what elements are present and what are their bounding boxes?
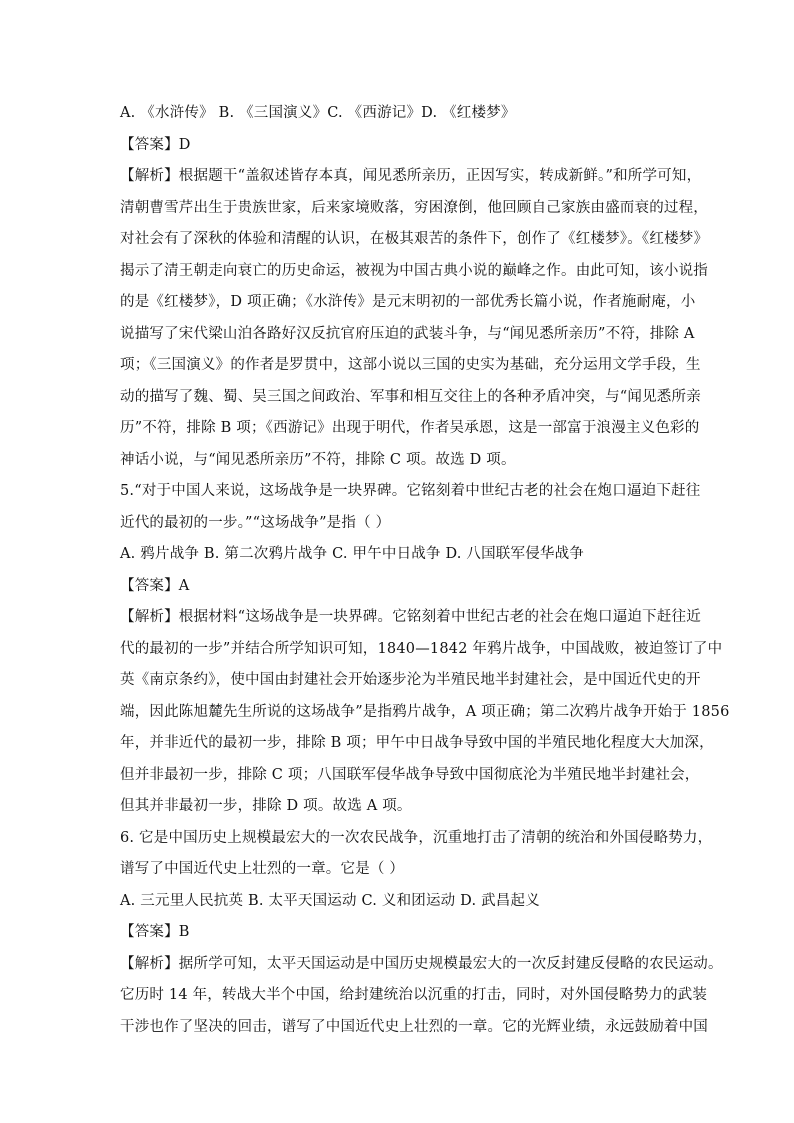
q4-analysis-line-10: 神话小说，与“闻见悉所亲历”不符，排除 C 项。故选 D 项。: [120, 451, 516, 468]
q6-options: A. 三元里人民抗英 B. 太平天国运动 C. 义和团运动 D. 武昌起义: [120, 892, 540, 909]
q6-analysis-line-1: 【解析】据所学可知，太平天国运动是中国历史规模最宏大的一次反封建反侵略的农民运动。: [120, 955, 723, 972]
q5-analysis-line-7: 但其并非最初一步，排除 D 项。故选 A 项。: [120, 798, 412, 814]
q5-options: A. 鸦片战争 B. 第二次鸦片战争 C. 甲午中日战争 D. 八国联军侵华战争: [120, 546, 585, 562]
q4-analysis-line-2: 清朝曹雪芹出生于贵族世家，后来家境败落，穷困潦倒，他回顾自己家族由盛而衰的过程，: [120, 199, 708, 216]
q5-analysis-line-2: 代的最初的一步”并结合所学知识可知，1840—1842 年鸦片战争，中国战败，被迫签订了中: [120, 640, 723, 657]
q5-answer: 【答案】A: [120, 577, 190, 594]
q5-analysis-line-1: 【解析】根据材料“这场战争是一块界碑。它铭刻着中世纪古老的社会在炮口逼迫下赶往近: [120, 609, 701, 625]
q6-analysis-line-3: 干涉也作了坚决的回击，谱写了中国近代史上壮烈的一章。它的光辉业绩，永远鼓励着中国: [120, 1018, 708, 1035]
q6-answer: 【答案】B: [120, 924, 190, 940]
q5-analysis-line-6: 但并非最初一步，排除 C 项；八国联军侵华战争导致中国彻底沦为半殖民地半封建社会，: [120, 766, 700, 783]
q4-answer: 【答案】D: [120, 136, 191, 153]
q5-analysis-line-3: 英《南京条约》，使中国由封建社会开始逐步沦为半殖民地半封建社会，是中国近代史的开: [120, 672, 701, 688]
q4-analysis-line-8: 动的描写了魏、蜀、吴三国之间政治、军事和相互交往上的各种矛盾冲突，与“闻见悉所亲: [120, 388, 701, 405]
q4-analysis-line-6: 说描写了宋代梁山泊各路好汉反抗官府压迫的武装斗争，与“闻见悉所亲历”不符，排除 A: [120, 325, 695, 342]
q4-options: A. 《水浒传》 B. 《三国演义》C. 《西游记》D. 《红楼梦》: [120, 105, 516, 121]
q4-analysis-line-4: 揭示了清王朝走向衰亡的历史命运，被视为中国古典小说的巅峰之作。由此可知，该小说指: [120, 262, 708, 279]
q6-question-line-1: 6. 它是中国历史上规模最宏大的一次农民战争，沉重地打击了清朝的统治和外国侵略势力，: [120, 829, 713, 846]
q5-question-line-2: 近代的最初的一步。”“这场战争”是指（ ）: [120, 514, 391, 531]
q4-analysis-line-5: 的是《红楼梦》，D 项正确；《水浒传》是元末明初的一部优秀长篇小说，作者施耐庵，小: [120, 294, 696, 310]
q6-analysis-line-2: 它历时 14 年，转战大半个中国，给封建统治以沉重的打击，同时，对外国侵略势力的武装: [120, 987, 708, 1003]
q5-analysis-line-4: 端，因此陈旭麓先生所说的这场战争”是指鸦片战争，A 项正确；第二次鸦片战争开始于 1856: [120, 703, 730, 720]
q4-analysis-line-7: 项；《三国演义》的作者是罗贯中，这部小说以三国的史实为基础，充分运用文学手段，生: [120, 357, 701, 373]
q5-analysis-line-5: 年，并非近代的最初一步，排除 B 项；甲午中日战争导致中国的半殖民地化程度大大加深，: [120, 735, 714, 751]
q4-analysis-line-9: 历”不符，排除 B 项；《西游记》出现于明代，作者吴承恩，这是一部富于浪漫主义色彩的: [120, 420, 700, 436]
q4-analysis-line-3: 对社会有了深秋的体验和清醒的认识，在极其艰苦的条件下，创作了《红楼梦》。《红楼梦》: [120, 231, 709, 247]
q6-question-line-2: 谱写了中国近代史上壮烈的一章。它是（ ）: [120, 861, 405, 877]
document-body: [120, 98, 730, 1043]
q4-analysis-line-1: 【解析】根据题干“盖叙述皆存本真，闻见悉所亲历，正因写实，转成新鲜。”和所学可知，: [120, 168, 702, 184]
q5-question-line-1: 5.“对于中国人来说，这场战争是一块界碑。它铭刻着中世纪古老的社会在炮口逼迫下赶往: [120, 483, 701, 499]
